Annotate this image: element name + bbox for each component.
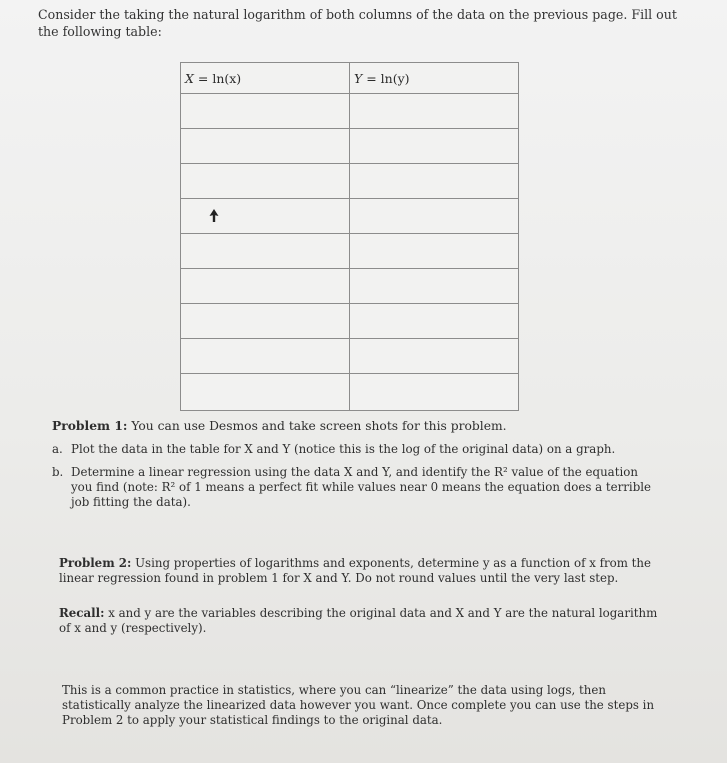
- item-text: Plot the data in the table for X and Y (notice this is the log of the original data) on a graph.: [71, 442, 616, 456]
- table-row: [181, 94, 519, 129]
- problem-1-item-a: [52, 442, 672, 457]
- table-row: [181, 374, 519, 411]
- problem-1-label: Problem 1:: [52, 418, 128, 433]
- table-row: [181, 164, 519, 199]
- cell-y[interactable]: [350, 129, 519, 164]
- header-x-var: X: [185, 70, 194, 86]
- cell-x[interactable]: [181, 164, 350, 199]
- table-body: [181, 94, 519, 411]
- table-row: [181, 234, 519, 269]
- recall-label: Recall:: [59, 606, 105, 620]
- header-x-ln: [181, 63, 350, 94]
- header-y-expr: = ln(y): [362, 70, 410, 86]
- cell-y[interactable]: [350, 234, 519, 269]
- problem-1-heading: [52, 418, 672, 434]
- header-x-expr: = ln(x): [193, 70, 242, 86]
- table-row: [181, 129, 519, 164]
- header-y-var: Y: [354, 70, 363, 86]
- problem-2-text: Using properties of logarithms and exponents, determine y as a function of x from the linear regression found in problem 1 for X and Y. Do not round values until the very last step.: [59, 556, 651, 585]
- recall-note: [59, 606, 659, 636]
- header-y-ln: [350, 63, 519, 94]
- cell-x[interactable]: [181, 304, 350, 339]
- cell-y[interactable]: [350, 304, 519, 339]
- log-table: [180, 62, 519, 411]
- cell-y[interactable]: [350, 339, 519, 374]
- cell-y[interactable]: [350, 199, 519, 234]
- problem-1: [52, 418, 672, 510]
- problem-1-item-b: [52, 465, 672, 510]
- item-marker: b.: [52, 465, 64, 479]
- item-marker: a.: [52, 442, 63, 456]
- table-row: [181, 304, 519, 339]
- problem-2-label: Problem 2:: [59, 556, 132, 570]
- item-text: Determine a linear regression using the data X and Y, and identify the R² value of the equation you find (note: R² of 1 means a perfect fit while values near 0 means the equation does a terrible job fitting the data).: [71, 465, 652, 509]
- cell-y[interactable]: [350, 374, 519, 411]
- problem-1-text: You can use Desmos and take screen shots for this problem.: [127, 419, 507, 433]
- cell-x[interactable]: [181, 129, 350, 164]
- cell-y[interactable]: [350, 94, 519, 129]
- problem-2: [59, 556, 659, 586]
- cell-x[interactable]: [181, 339, 350, 374]
- table-row: [181, 199, 519, 234]
- cell-x[interactable]: [181, 234, 350, 269]
- cell-x[interactable]: [181, 94, 350, 129]
- mouse-cursor-icon: [209, 209, 219, 223]
- table-header-row: [181, 63, 519, 94]
- table-row: [181, 269, 519, 304]
- intro-text: Consider the taking the natural logarithm of both columns of the data on the previous page. Fill out the following table:: [38, 7, 677, 39]
- cell-x[interactable]: [181, 374, 350, 411]
- table-row: [181, 339, 519, 374]
- recall-text: x and y are the variables describing the original data and X and Y are the natural logarithm of x and y (respectively).: [59, 606, 658, 635]
- cell-x[interactable]: [181, 269, 350, 304]
- cell-x[interactable]: [181, 199, 350, 234]
- closing-note: This is a common practice in statistics, where you can “linearize” the data using logs, then statistically analyze the linearized data however you want. Once complete you can use the steps in Problem 2 to apply your statistical findings to the original data.: [62, 683, 655, 727]
- cell-y[interactable]: [350, 269, 519, 304]
- cell-y[interactable]: [350, 164, 519, 199]
